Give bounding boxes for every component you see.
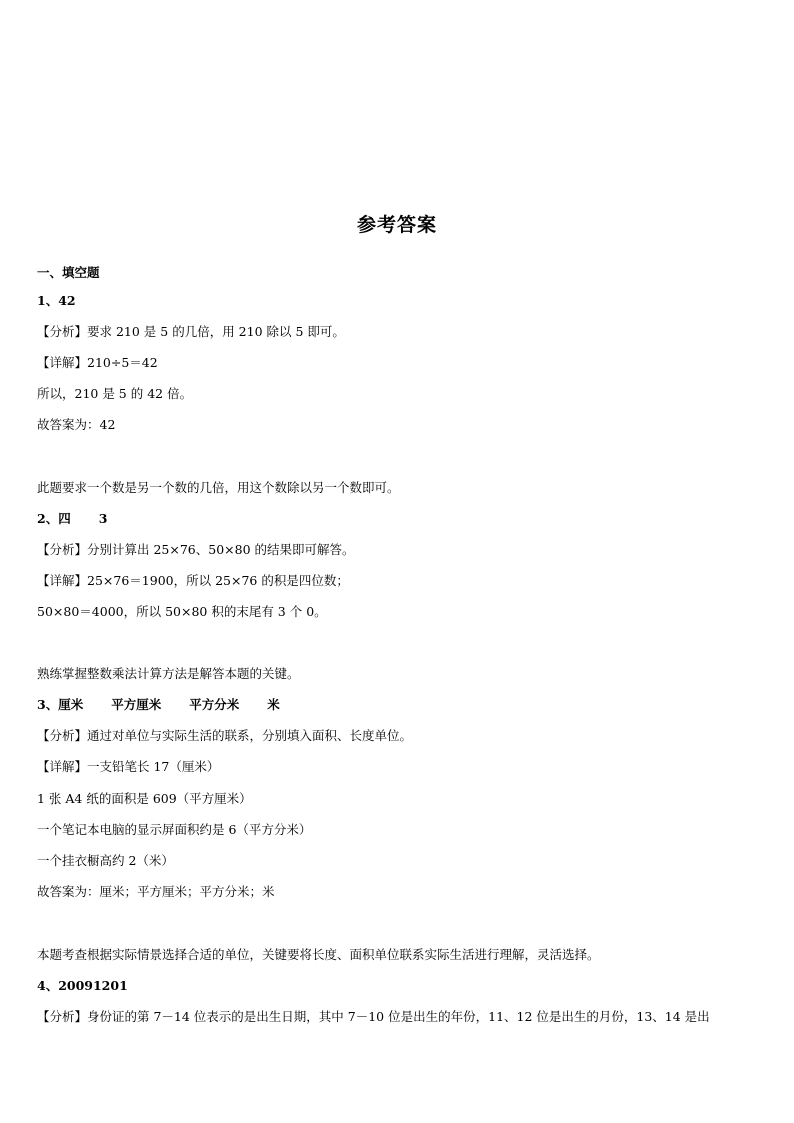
q1-analysis: 【分析】要求 210 是 5 的几倍，用 210 除以 5 即可。 xyxy=(37,324,345,339)
q3-answer-2: 平方厘米 xyxy=(111,697,162,712)
q2-answer-1: 2、四 xyxy=(37,511,71,526)
section-heading: 一、填空题 xyxy=(37,265,100,280)
q3-detail: 【详解】一支铅笔长 17（厘米） xyxy=(37,759,220,774)
q3-line2: 1 张 A4 纸的面积是 609（平方厘米） xyxy=(37,791,252,806)
q3-answer-1: 3、厘米 xyxy=(37,697,84,712)
q2-analysis: 【分析】分别计算出 25×76、50×80 的结果即可解答。 xyxy=(37,542,355,557)
q3-line3: 一个笔记本电脑的显示屏面积约是 6（平方分米） xyxy=(37,822,312,837)
q2-comment: 熟练掌握整数乘法计算方法是解答本题的关键。 xyxy=(37,666,300,681)
q3-analysis: 【分析】通过对单位与实际生活的联系，分别填入面积、长度单位。 xyxy=(37,728,413,743)
q1-answer: 1、42 xyxy=(37,293,76,308)
q4-answer: 4、20091201 xyxy=(37,978,128,993)
q2-line3: 50×80＝4000，所以 50×80 积的末尾有 3 个 0。 xyxy=(37,604,327,619)
q2-detail: 【详解】25×76＝1900，所以 25×76 的积是四位数； xyxy=(37,573,349,588)
q2-answer-row xyxy=(37,511,107,527)
q3-final: 故答案为：厘米；平方厘米；平方分米；米 xyxy=(37,884,275,899)
q3-answer-4: 米 xyxy=(267,697,280,712)
q1-line3: 所以，210 是 5 的 42 倍。 xyxy=(37,386,193,401)
q4-analysis: 【分析】身份证的第 7－14 位表示的是出生日期，其中 7－10 位是出生的年份，11、12 位是出生的月份，13、14 是出 xyxy=(37,1009,710,1024)
q1-detail: 【详解】210÷5＝42 xyxy=(37,355,158,370)
q3-answer-3: 平方分米 xyxy=(189,697,240,712)
q1-comment: 此题要求一个数是另一个数的几倍，用这个数除以另一个数即可。 xyxy=(37,480,400,495)
q3-comment: 本题考查根据实际情景选择合适的单位，关键要将长度、面积单位联系实际生活进行理解，灵活选择。 xyxy=(37,947,600,962)
q1-final: 故答案为：42 xyxy=(37,417,116,432)
page-title: 参考答案 xyxy=(356,214,437,236)
q3-answer-row xyxy=(37,697,280,713)
q2-answer-2: 3 xyxy=(98,511,108,526)
q3-line4: 一个挂衣橱高约 2（米） xyxy=(37,853,174,868)
